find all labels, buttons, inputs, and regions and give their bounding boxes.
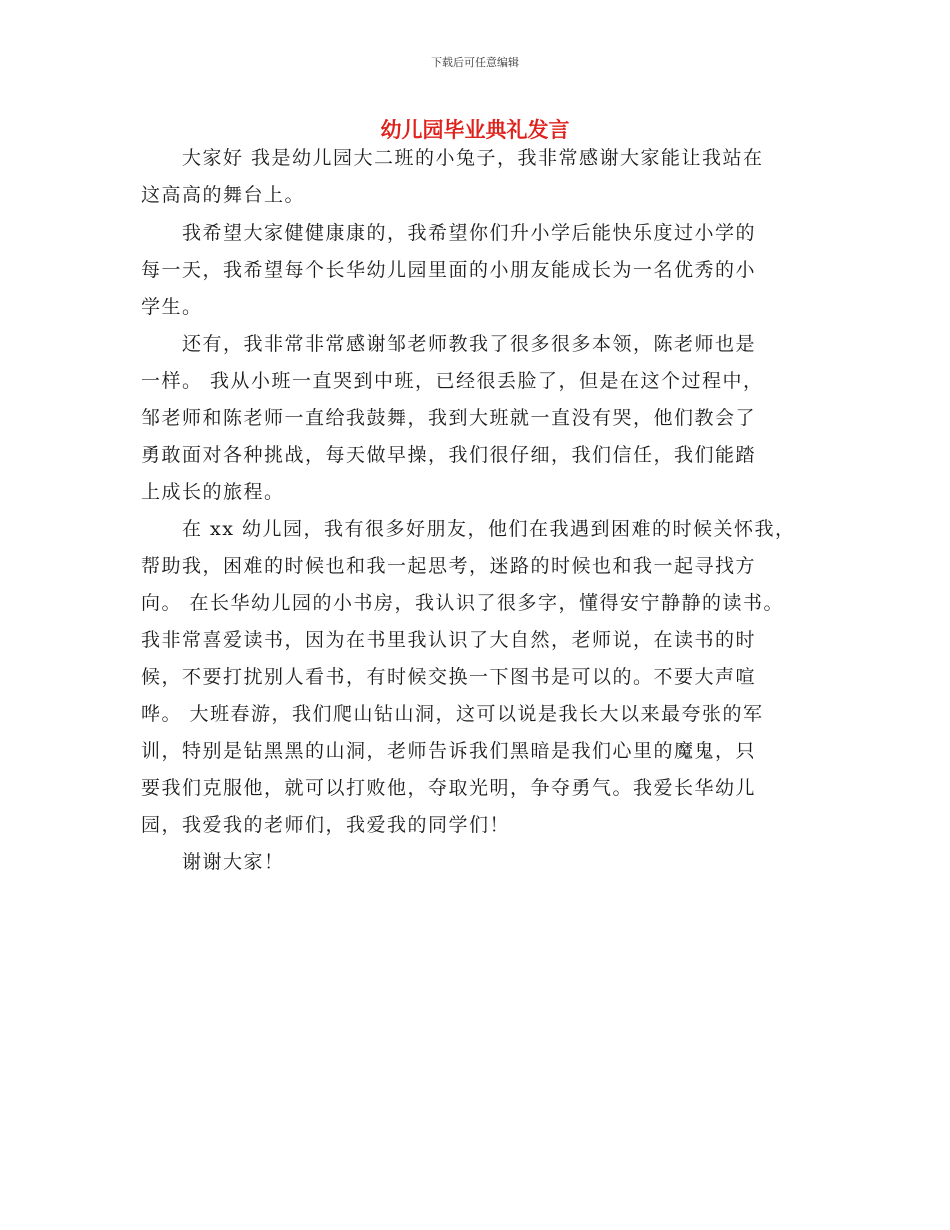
body-line: 训，特别是钻黑黑的山洞，老师告诉我们黑暗是我们心里的魔鬼，只 — [141, 740, 757, 762]
body-line: 要我们克服他，就可以打败他，夺取光明，争夺勇气。我爱长华幼儿 — [141, 777, 757, 799]
body-line: 大家好 我是幼儿园大二班的小兔子，我非常感谢大家能让我站在 — [141, 147, 764, 169]
body-line: 学生。 — [141, 296, 203, 318]
body-line: 我希望大家健健康康的，我希望你们升小学后能快乐度过小学的 — [141, 222, 757, 244]
body-line: 帮助我，困难的时候也和我一起思考，迷路的时候也和我一起寻找方 — [141, 555, 757, 577]
header-note: 下载后可任意编辑 — [431, 56, 519, 69]
body-line: 还有，我非常非常感谢邹老师教我了很多很多本领，陈老师也是 — [141, 333, 757, 355]
body-line: 上成长的旅程。 — [141, 481, 285, 503]
body-line: 在 xx 幼儿园，我有很多好朋友，他们在我遇到困难的时候关怀我， — [141, 518, 796, 540]
body-line: 一样。 我从小班一直哭到中班，已经很丢脸了，但是在这个过程中， — [141, 370, 764, 392]
body-line: 这高高的舞台上。 — [141, 184, 306, 206]
body-line: 向。 在长华幼儿园的小书房，我认识了很多字，懂得安宁静静的读书。 — [141, 592, 785, 614]
body-line: 邹老师和陈老师一直给我鼓舞，我到大班就一直没有哭，他们教会了 — [141, 407, 757, 429]
body-line: 每一天，我希望每个长华幼儿园里面的小朋友能成长为一名优秀的小 — [141, 259, 757, 281]
body-line: 候，不要打扰别人看书，有时候交换一下图书是可以的。不要大声喧 — [141, 666, 757, 688]
body-line: 哗。 大班春游，我们爬山钻山洞，这可以说是我长大以来最夸张的军 — [141, 703, 764, 725]
body-line: 我非常喜爱读书，因为在书里我认识了大自然，老师说，在读书的时 — [141, 629, 757, 651]
body-line: 谢谢大家！ — [141, 851, 285, 873]
body-line: 勇敢面对各种挑战，每天做早操，我们很仔细，我们信任，我们能踏 — [141, 444, 757, 466]
body-line: 园，我爱我的老师们，我爱我的同学们！ — [141, 814, 511, 836]
document-title: 幼儿园毕业典礼发言 — [380, 117, 570, 142]
